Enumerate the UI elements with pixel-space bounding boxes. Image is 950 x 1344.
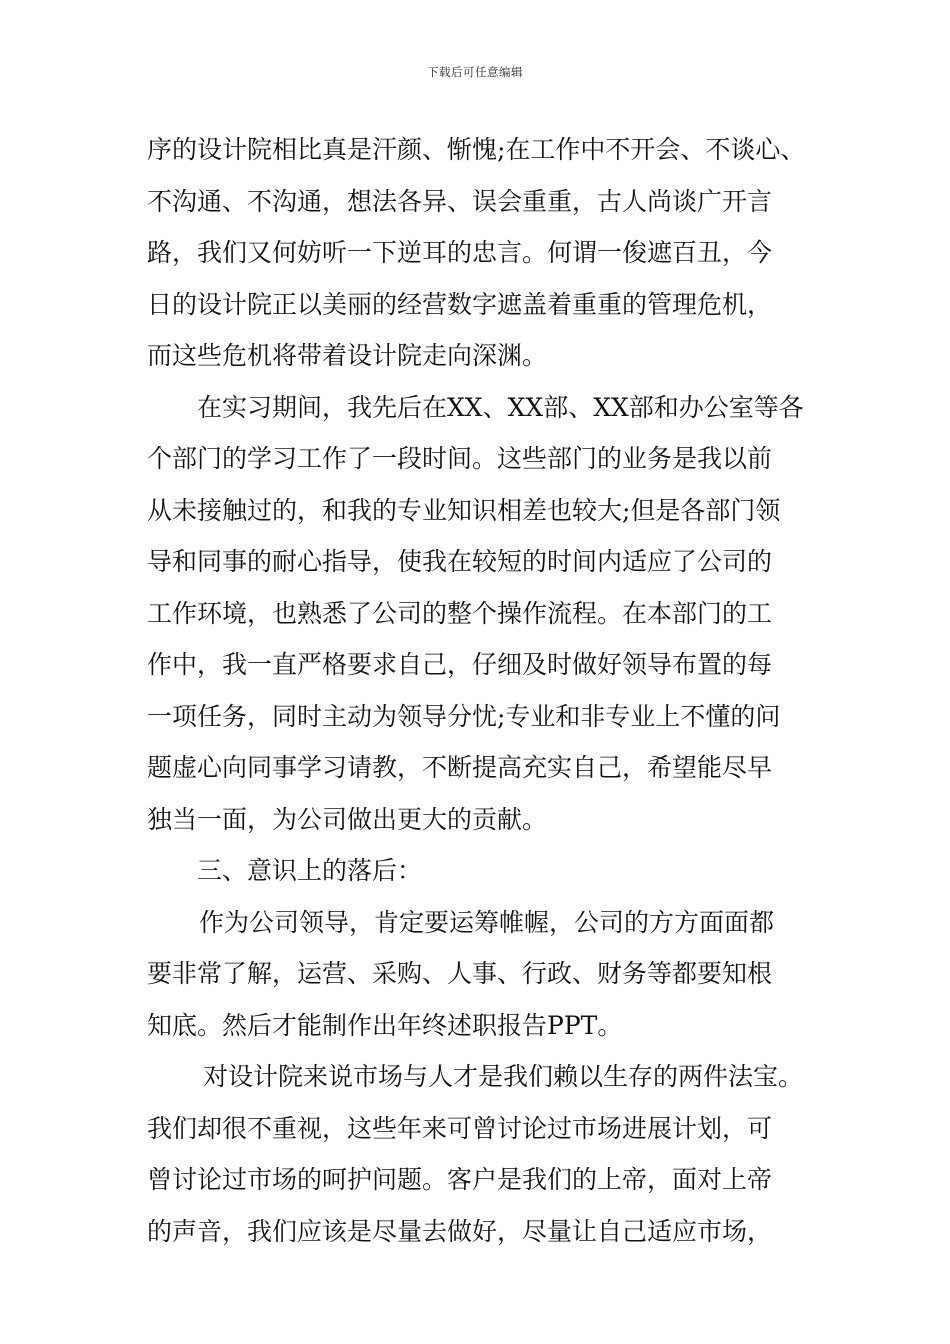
paragraph-start-line: 在实习期间，我先后在XX、XX部、XX部和办公室等各 bbox=[197, 392, 804, 422]
text-line: 工作环境，也熟悉了公司的整个操作流程。在本部门的工 bbox=[147, 598, 773, 628]
text-line: 不沟通、不沟通，想法各异、误会重重，古人尚谈广开言 bbox=[147, 186, 773, 216]
paragraph-start-line: 对设计院来说市场与人才是我们赖以生存的两件法宝。 bbox=[203, 1062, 804, 1091]
section-heading: 三、意识上的落后： bbox=[197, 856, 423, 885]
document-body bbox=[147, 124, 809, 1257]
text-line: 个部门的学习工作了一段时间。这些部门的业务是我以前 bbox=[147, 444, 773, 473]
text-line: 一项任务，同时主动为领导分忧;专业和非专业上不懂的问 bbox=[147, 701, 781, 731]
text-line: 的声音，我们应该是尽量去做好，尽量让自己适应市场， bbox=[147, 1216, 773, 1246]
text-line: 要非常了解，运营、采购、人事、行政、财务等都要知根 bbox=[147, 959, 773, 988]
text-line: 路，我们又何妨听一下逆耳的忠言。何谓一俊遮百丑，今 bbox=[147, 238, 773, 267]
text-line: 曾讨论过市场的呵护问题。客户是我们的上帝，面对上帝 bbox=[147, 1165, 773, 1194]
text-line: 作中，我一直严格要求自己，仔细及时做好领导布置的每 bbox=[147, 650, 773, 679]
text-line: 而这些危机将带着设计院走向深渊。 bbox=[147, 341, 548, 370]
text-line: 导和同事的耐心指导，使我在较短的时间内适应了公司的 bbox=[147, 547, 773, 576]
text-line: 日的设计院正以美丽的经营数字遮盖着重重的管理危机， bbox=[147, 289, 773, 319]
text-line: 我们却很不重视，这些年来可曾讨论过市场进展计划，可 bbox=[147, 1113, 773, 1143]
text-line: 从未接触过的，和我的专业知识相差也较大;但是各部门领 bbox=[147, 495, 781, 525]
page-header: 下载后可任意编辑 bbox=[427, 65, 523, 79]
paragraph-start-line: 作为公司领导，肯定要运筹帷幄，公司的方方面面都 bbox=[199, 907, 775, 937]
text-line: 题虚心向同事学习请教，不断提高充实自己，希望能尽早 bbox=[147, 753, 773, 782]
text-line: 独当一面，为公司做出更大的贡献。 bbox=[147, 804, 548, 834]
text-line: 知底。然后才能制作出年终述职报告PPT。 bbox=[147, 1010, 623, 1040]
text-line: 序的设计院相比真是汗颜、惭愧;在工作中不开会、不谈心、 bbox=[147, 135, 806, 164]
